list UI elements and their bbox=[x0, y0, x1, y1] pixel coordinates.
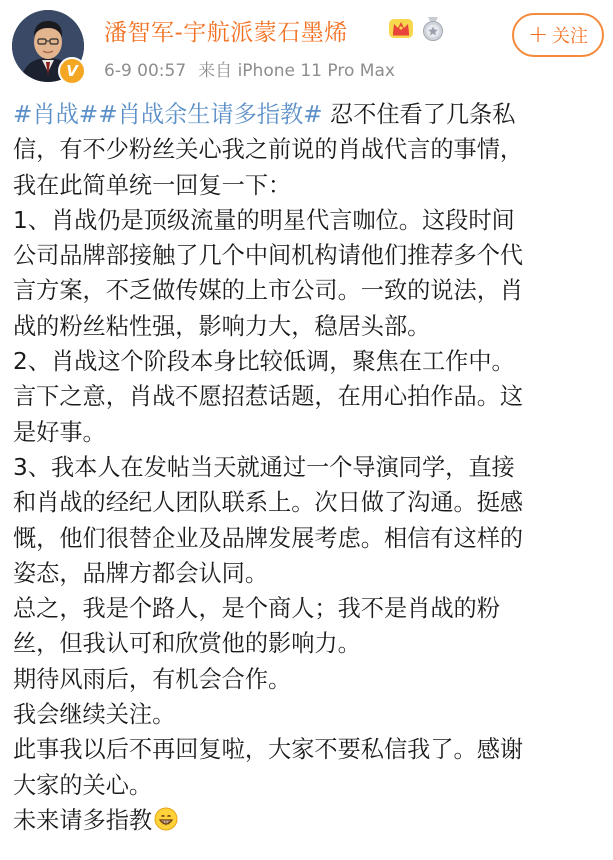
post-text: 未来请多指教 bbox=[13, 806, 153, 834]
post-line bbox=[13, 803, 605, 838]
post-line: 是好事。 bbox=[13, 418, 106, 446]
post-line: 期待风雨后，有机会合作。 bbox=[13, 665, 292, 693]
post-line: 我会继续关注。 bbox=[13, 701, 176, 729]
verified-badge-icon: V bbox=[58, 57, 86, 85]
follow-button[interactable] bbox=[512, 13, 604, 57]
grinning-face-icon bbox=[154, 806, 178, 841]
plus-icon: + bbox=[527, 20, 549, 48]
post-body bbox=[13, 97, 605, 838]
post-line bbox=[13, 97, 605, 132]
post-line: 总之，我是个路人，是个商人；我不是肖战的粉 bbox=[13, 595, 500, 623]
post-line: 丝，但我认可和欣赏他的影响力。 bbox=[13, 630, 361, 658]
hashtag-link[interactable]: #肖战余生请多指教# bbox=[98, 101, 323, 128]
post-line: 信，有不少粉丝关心我之前说的肖战代言的事情， bbox=[13, 136, 524, 164]
post-meta bbox=[104, 56, 395, 81]
post-line: 和肖战的经纪人团队联系上。次日做了沟通。挺感 bbox=[13, 489, 524, 517]
post-line: 姿态，品牌方都会认同。 bbox=[13, 559, 269, 587]
post-line: 慨，他们很替企业及品牌发展考虑。相信有这样的 bbox=[13, 524, 524, 552]
post-line: 战的粉丝粘性强，影响力大，稳居头部。 bbox=[13, 312, 431, 340]
hashtag-link[interactable]: #肖战# bbox=[13, 101, 99, 128]
follow-button-label: 关注 bbox=[552, 26, 589, 47]
post-line: 大家的关心。 bbox=[13, 771, 153, 799]
post-line: 我在此简单统一回复一下： bbox=[13, 171, 292, 199]
post-source: 来自 iPhone 11 Pro Max bbox=[198, 61, 395, 81]
post-line: 2、肖战这个阶段本身比较低调，聚焦在工作中。 bbox=[13, 348, 515, 376]
post-header bbox=[0, 0, 613, 100]
medal-icon[interactable] bbox=[421, 16, 445, 42]
post-line: 此事我以后不再回复啦，大家不要私信我了。感谢 bbox=[13, 736, 524, 764]
post-time: 6-9 00:57 bbox=[104, 61, 187, 81]
post-line: 言下之意，肖战不愿招惹话题，在用心拍作品。这 bbox=[13, 383, 524, 411]
username[interactable]: 潘智军-宇航派蒙石墨烯 bbox=[104, 20, 348, 46]
post-line: 言方案，不乏做传媒的上市公司。一致的说法，肖 bbox=[13, 277, 524, 305]
post-text: 忍不住看了几条私 bbox=[322, 101, 516, 128]
crown-icon[interactable] bbox=[388, 16, 414, 40]
post-line: 公司品牌部接触了几个中间机构请他们推荐多个代 bbox=[13, 242, 524, 270]
post-line: 3、我本人在发帖当天就通过一个导演同学，直接 bbox=[13, 453, 515, 481]
post-line: 1、肖战仍是顶级流量的明星代言咖位。这段时间 bbox=[13, 206, 515, 234]
